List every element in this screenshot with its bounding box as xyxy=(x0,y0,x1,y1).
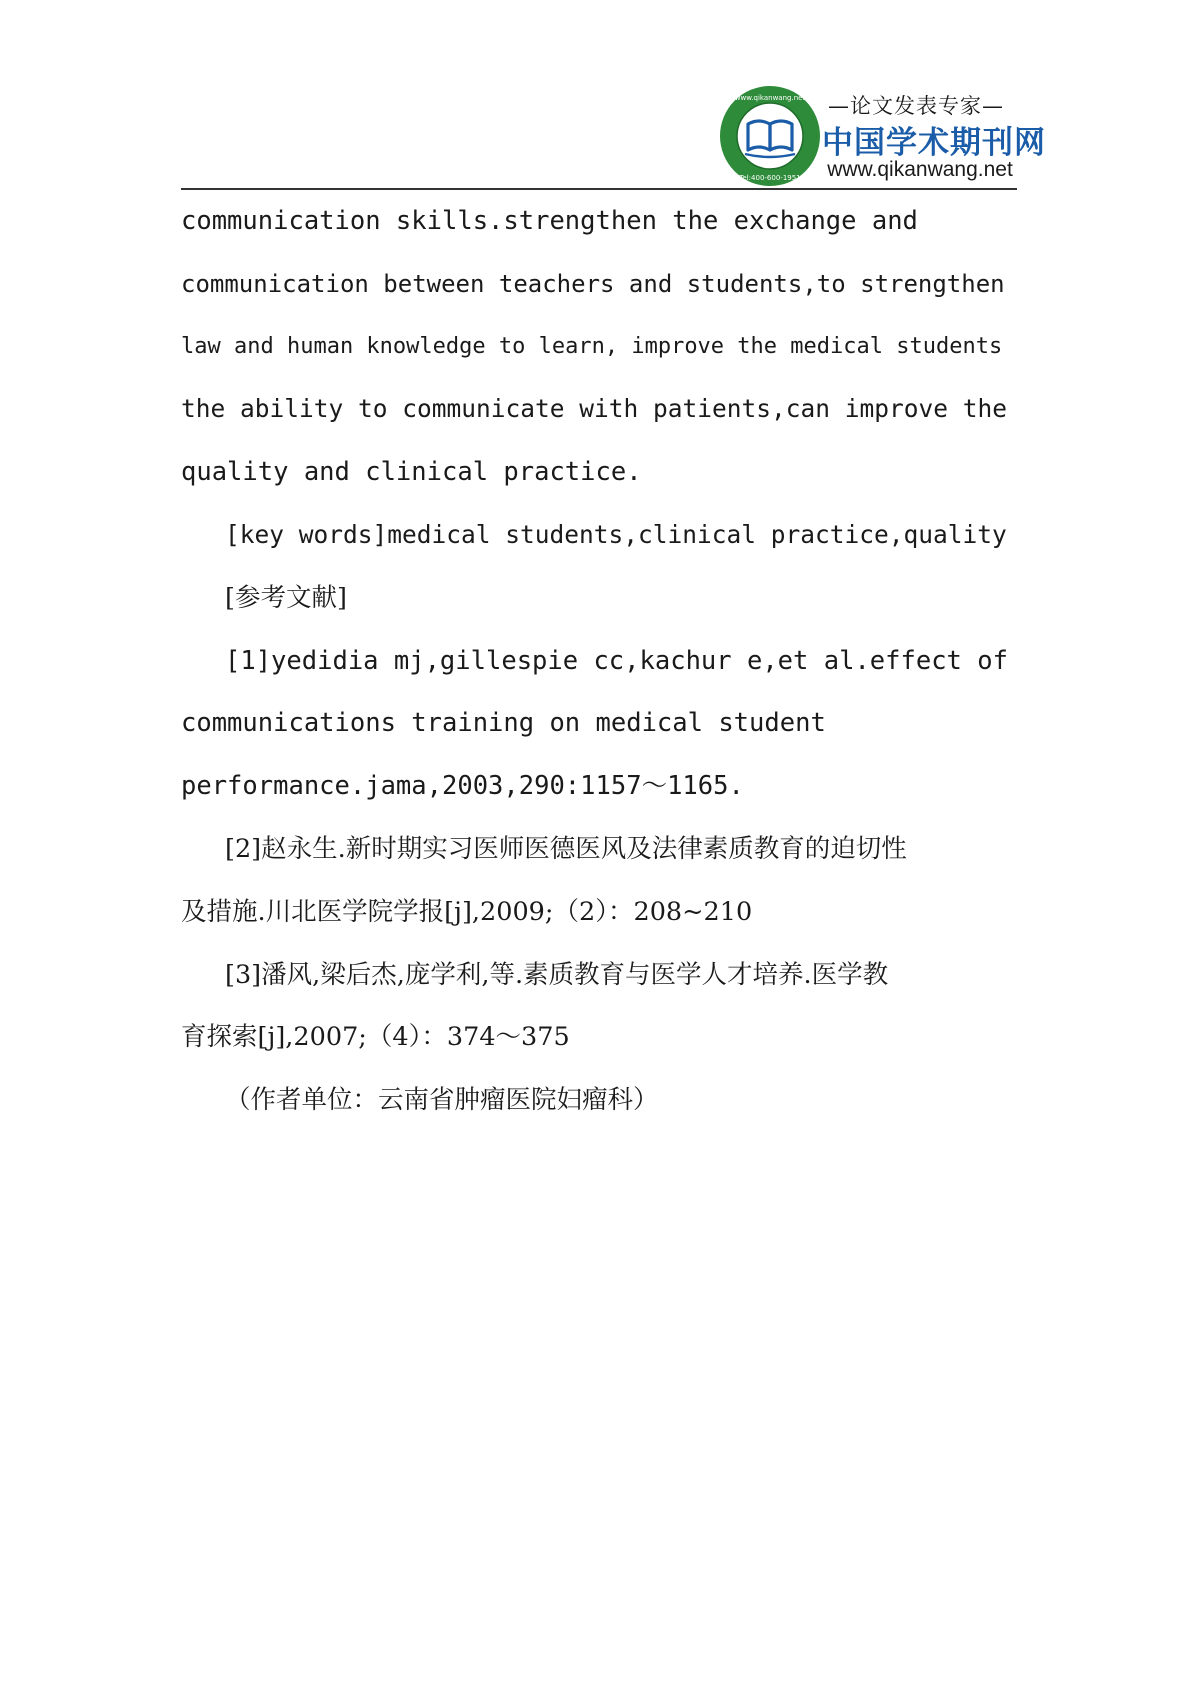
author-affiliation: （作者单位：云南省肿瘤医院妇瘤科） xyxy=(225,1085,659,1116)
abstract-line: communication skills.strengthen the exchange and xyxy=(181,206,918,236)
abstract-line: the ability to communicate with patients,can improve the xyxy=(181,394,1008,424)
keywords: [key words]medical students,clinical practice,quality xyxy=(225,519,1007,549)
site-logo xyxy=(718,84,1046,188)
reference-2-line: [2]赵永生.新时期实习医师医德医风及法律素质教育的迫切性 xyxy=(225,833,907,864)
reference-1-line: [1]yedidia mj,gillespie cc,kachur e,et al.effect of xyxy=(225,645,1008,676)
abstract-line: communication between teachers and students,to strengthen xyxy=(181,269,1005,298)
reference-1-line: performance.jama,2003,290:1157～1165. xyxy=(181,771,744,802)
reference-1-line: communications training on medical student xyxy=(181,708,826,739)
seal-logo-icon xyxy=(718,84,822,188)
logo-url: www.qikanwang.net xyxy=(827,158,1013,181)
logo-brand: 中国学术期刊网 xyxy=(822,125,1046,161)
references-heading: [参考文献] xyxy=(225,582,347,613)
logo-slogan: —论文发表专家— xyxy=(828,94,1004,118)
seal-ring-text-top: www.qikanwang.net xyxy=(734,94,806,102)
document-body xyxy=(181,190,1011,1132)
reference-3-line: [3]潘风,梁后杰,庞学利,等.素质教育与医学人才培养.医学教 xyxy=(225,959,889,990)
abstract-line: law and human knowledge to learn, improve the medical students xyxy=(181,333,1003,359)
reference-2-line: 及措施.川北医学院学报[j],2009;（2）：208~210 xyxy=(181,896,753,927)
reference-3-line: 育探索[j],2007;（4）：374～375 xyxy=(181,1022,570,1053)
abstract-line: quality and clinical practice. xyxy=(181,457,642,488)
seal-ring-text-bottom: Tel:400-600-1951 xyxy=(739,174,801,182)
